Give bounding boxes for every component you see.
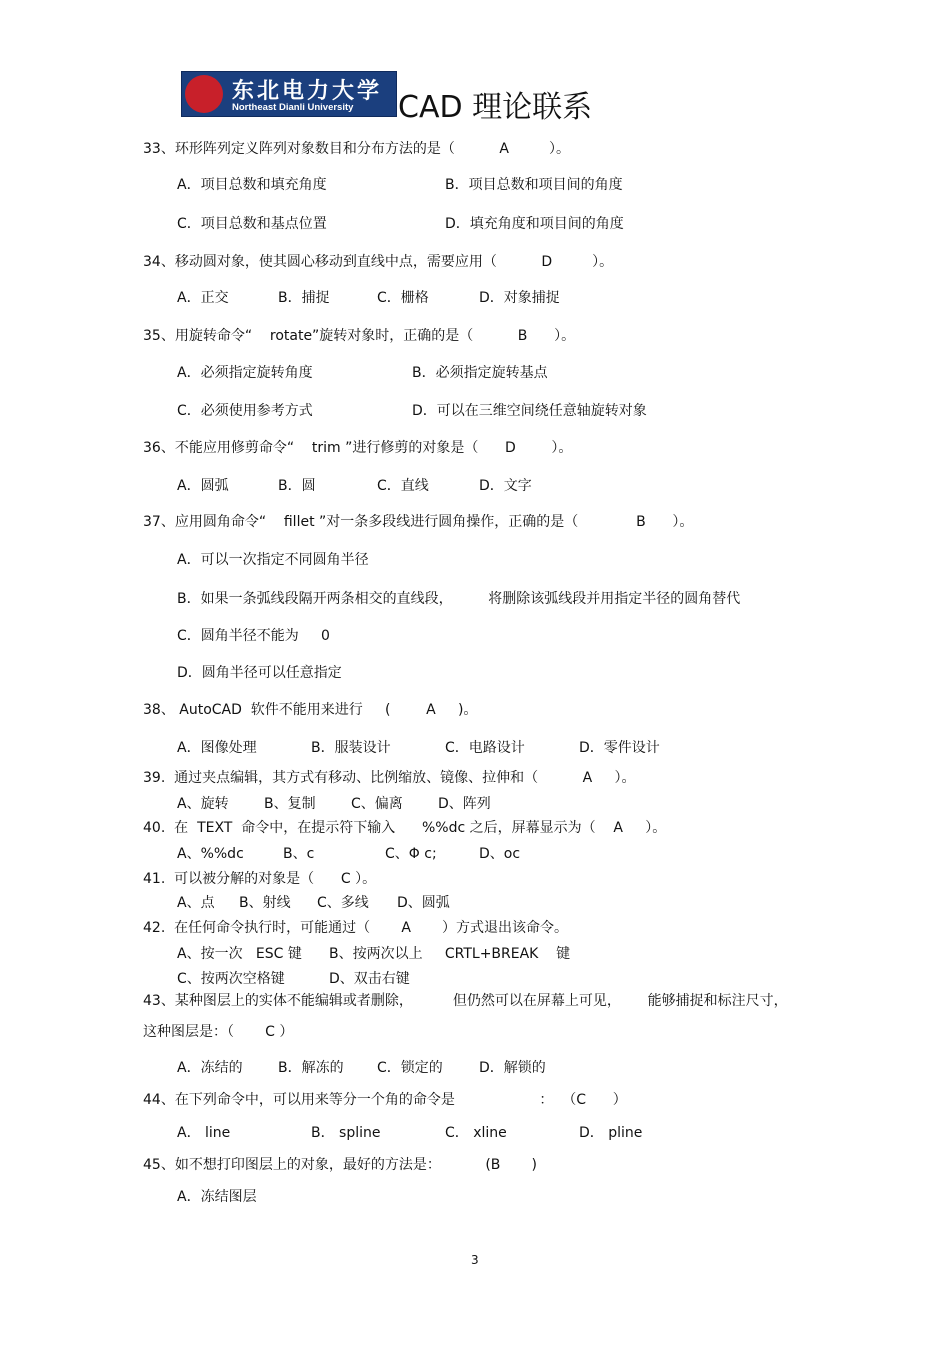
- q35-option-d: D．可以在三维空间绕任意轴旋转对象: [412, 403, 647, 419]
- q39-option-b: B、复制: [264, 796, 316, 812]
- document-title: CAD 理论联系: [398, 90, 593, 125]
- question-42: 42. 在任何命令执行时，可能通过（ A ）方式退出该命令。: [143, 920, 569, 936]
- question-39: 39. 通过夹点编辑，其方式有移动、比例缩放、镜像、拉伸和（ A ）。: [143, 770, 636, 786]
- question-44: 44、在下列命令中，可以用来等分一个角的命令是 ： （C ）: [143, 1092, 627, 1108]
- q40-option-a: A、%%dc: [177, 846, 244, 862]
- logo-english-name: Northeast Dianli University: [232, 102, 354, 113]
- q34-option-b: B．捕捉: [278, 290, 330, 306]
- question-34: 34、移动圆对象，使其圆心移动到直线中点，需要应用（ D ）。: [143, 254, 614, 270]
- q45-option-a: A．冻结图层: [177, 1189, 257, 1205]
- q37-option-d: D．圆角半径可以任意指定: [177, 665, 342, 681]
- q41-option-b: B、射线: [239, 895, 291, 911]
- q41-option-d: D、圆弧: [397, 895, 450, 911]
- q40-option-c: C、Φ c;: [385, 846, 437, 862]
- q35-option-b: B．必须指定旋转基点: [412, 365, 548, 381]
- q38-option-a: A．图像处理: [177, 740, 257, 756]
- question-40: 40. 在 TEXT 命令中，在提示符下输入 %%dc 之后，屏幕显示为（ A ）。: [143, 820, 667, 836]
- q37-option-a: A．可以一次指定不同圆角半径: [177, 552, 369, 568]
- q35-option-a: A．必须指定旋转角度: [177, 365, 313, 381]
- q40-option-d: D、oc: [479, 846, 521, 862]
- q42-option-b: B、按两次以上 CRTL+BREAK 键: [329, 946, 571, 962]
- question-35: 35、用旋转命令“ rotate”旋转对象时，正确的是（ B ）。: [143, 328, 576, 344]
- q43-option-c: C．锁定的: [377, 1060, 443, 1076]
- question-43-line-1: 43、某种图层上的实体不能编辑或者删除， 但仍然可以在屏幕上可见， 能够捕捉和标注尺寸，: [143, 993, 788, 1009]
- q44-option-a: A． line: [177, 1125, 231, 1141]
- question-37: 37、应用圆角命令“ fillet ”对一条多段线进行圆角操作，正确的是（ B ）。: [143, 514, 694, 530]
- q35-option-c: C．必须使用参考方式: [177, 403, 313, 419]
- q38-option-c: C．电路设计: [445, 740, 525, 756]
- question-45: 45、如不想打印图层上的对象，最好的方法是： (B ): [143, 1157, 537, 1173]
- q33-option-c: C．项目总数和基点位置: [177, 216, 327, 232]
- q37-option-c: C．圆角半径不能为 0: [177, 628, 330, 644]
- q42-option-a: A、按一次 ESC 键: [177, 946, 302, 962]
- q36-option-a: A．圆弧: [177, 478, 229, 494]
- q43-option-d: D．解锁的: [479, 1060, 546, 1076]
- question-33: 33、环形阵列定义阵列对象数目和分布方法的是（ A ）。: [143, 141, 570, 157]
- q37-option-b: B．如果一条弧线段隔开两条相交的直线段， 将删除该弧线段并用指定半径的圆角替代: [177, 591, 741, 607]
- university-emblem-icon: [185, 75, 223, 113]
- q38-option-b: B．服装设计: [311, 740, 391, 756]
- q39-option-a: A、旋转: [177, 796, 229, 812]
- page-number: 3: [471, 1253, 479, 1267]
- q42-option-d: D、双击右键: [329, 971, 410, 987]
- university-logo: [181, 71, 397, 117]
- q41-option-a: A、点: [177, 895, 215, 911]
- question-36: 36、不能应用修剪命令“ trim ”进行修剪的对象是（ D ）。: [143, 440, 573, 456]
- q44-option-d: D． pline: [579, 1125, 643, 1141]
- q38-option-d: D．零件设计: [579, 740, 660, 756]
- question-43-line-2: 这种图层是：（ C ）: [143, 1024, 294, 1040]
- q44-option-c: C． xline: [445, 1125, 507, 1141]
- q43-option-b: B．解冻的: [278, 1060, 344, 1076]
- q34-option-a: A．正交: [177, 290, 229, 306]
- q36-option-c: C．直线: [377, 478, 429, 494]
- q40-option-b: B、c: [283, 846, 315, 862]
- logo-chinese-name: 东北电力大学: [232, 78, 383, 104]
- q41-option-c: C、多线: [317, 895, 369, 911]
- question-41: 41. 可以被分解的对象是（ C ）。: [143, 871, 377, 887]
- q39-option-c: C、偏离: [351, 796, 403, 812]
- q42-option-c: C、按两次空格键: [177, 971, 285, 987]
- q36-option-d: D．文字: [479, 478, 532, 494]
- q36-option-b: B．圆: [278, 478, 316, 494]
- q33-option-d: D．填充角度和项目间的角度: [445, 216, 624, 232]
- q33-option-a: A．项目总数和填充角度: [177, 177, 327, 193]
- q43-option-a: A．冻结的: [177, 1060, 243, 1076]
- q39-option-d: D、阵列: [438, 796, 491, 812]
- q33-option-b: B．项目总数和项目间的角度: [445, 177, 623, 193]
- q44-option-b: B． spline: [311, 1125, 381, 1141]
- q34-option-c: C．栅格: [377, 290, 429, 306]
- q34-option-d: D．对象捕捉: [479, 290, 560, 306]
- question-38: 38、 AutoCAD 软件不能用来进行 ( A )。: [143, 702, 478, 718]
